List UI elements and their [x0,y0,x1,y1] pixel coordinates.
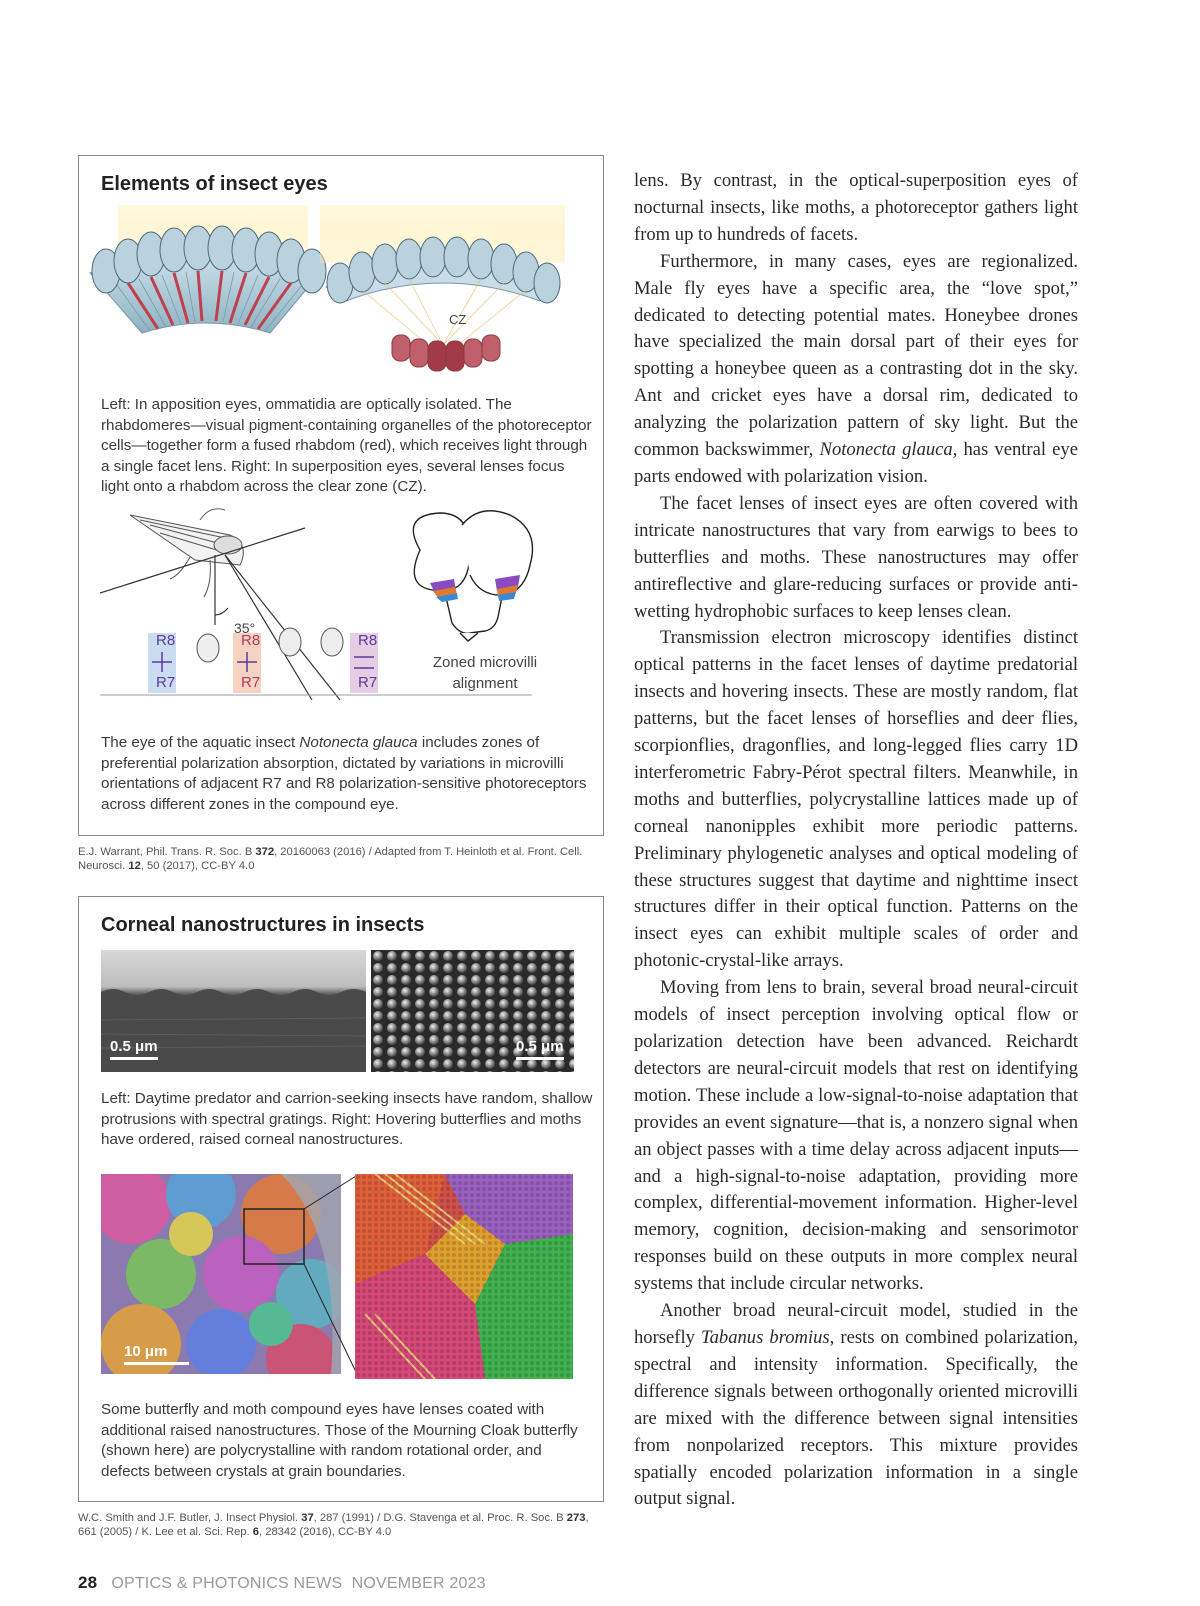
scale-right-label: 0.5 μm [516,1038,564,1055]
article-body [634,168,1078,1513]
zoned-label-line2: alignment [452,675,518,692]
p2-post: , has ventral eye parts endowed with polarization vision. [634,439,1078,487]
issue-date: NOVEMBER 2023 [351,1575,486,1592]
credit2-b: 37 [301,1512,314,1524]
credit2-f: 6 [252,1526,259,1538]
paragraph-1: lens. By contrast, in the optical-superposition eyes of nocturnal insects, like moths, a photoreceptor gathers light from up to hundreds of facets. [634,170,1078,245]
figure-title-nanostructures: Corneal nanostructures in insects [101,914,425,936]
caption-notonecta-species: Notonecta glauca [299,734,418,751]
scale-left-label: 0.5 μm [110,1038,158,1055]
credit2-a: W.C. Smith and J.F. Butler, J. Insect Physiol. [78,1512,302,1524]
microvilli-orientations [197,628,343,662]
credit2-g: , 28342 (2016), CC-BY 4.0 [259,1526,392,1538]
superposition-eye-diagram [320,205,565,371]
zoned-label-line1: Zoned microvilli [432,654,538,671]
credit2-d: 273 [566,1512,586,1524]
credit-insect-eyes [78,845,598,873]
scale-bar-left [110,1038,158,1060]
p2-species: Notonecta glauca [819,439,953,461]
figure-title-insect-eyes: Elements of insect eyes [101,173,328,195]
credit1-a: E.J. Warrant, Phil. Trans. R. Soc. B [78,846,256,858]
caption-notonecta-pre: The eye of the aquatic insect [101,734,300,751]
r7-label-3: R7 [358,674,378,691]
scale-bar-right [516,1038,564,1060]
scale-big-label: 10 μm [124,1343,168,1360]
credit1-b: 372 [255,846,275,858]
page-footer [78,1573,486,1593]
paragraph-3: The facet lenses of insect eyes are often covered with intricate nanostructures that vary from earwigs to bees to butterflies and moths. These nanostructures may offer antireflective and glare-reducing surfaces or provide anti-wetting hydrophobic surfaces to keep lenses clean. [634,492,1078,622]
caption-notonecta-post: includes zones of preferential polarization absorption, dictated by variations in microvilli orientations of adjacent R7 and R8 polarization-sensitive photoreceptors across different zones in the compound eye. [101,734,587,813]
p6-species: Tabanus bromius [700,1326,830,1348]
paragraph-5: Moving from lens to brain, several broad neural-circuit models of insect perception involving optical flow or polarization detection have been advanced. Reichardt detectors are neural-circuit models that rest on identifying motion. These include a low-signal-to-noise adaptation that provides an event signature—that is, a nonzero signal when an object passes with a time delay across adjacent inputs—and a high-signal-to-noise adaptation, providing more complex, differential-movement information. Higher-level memory, cognition, decision-making and sensorimotor responses build on these outputs in more complex neural systems that include circular networks. [634,977,1078,1295]
credit2-c: , 287 (1991) / D.G. Stavenga et al. Proc. R. Soc. B [313,1512,567,1524]
credit1-c: , 20160063 (2016) / Adapted from T. Heinloth et al. Front. Cell. Neurosci. [78,846,583,872]
paragraph-6 [634,1298,1078,1513]
clear-zone-label: CZ [449,312,467,327]
eye-diagrams-illustration [88,205,593,387]
zoned-microvilli-label [420,652,550,694]
scale-left-bar [110,1057,158,1060]
r7-label-1: R7 [156,674,176,691]
magazine-name: OPTICS & PHOTONICS NEWS [111,1575,343,1592]
credit-nanostructures [78,1511,598,1539]
polycrystalline-zoom-image [355,1174,573,1379]
page-number: 28 [78,1573,98,1592]
paragraph-2 [634,249,1078,491]
scale-big-bar [124,1362,189,1365]
p6-pre: Another broad neural-circuit model, studied in the horsefly [634,1300,1078,1348]
r8-label-3: R8 [358,632,378,649]
credit1-d: 12 [128,860,141,872]
apposition-eye-diagram [90,205,326,333]
paragraph-4: Transmission electron microscopy identifies distinct optical patterns in the facet lenses of daytime predatorial insects and hovering insects. These are mostly random, flat patterns, but the facet lenses of horseflies and deer flies, scorpionflies, dragonflies, and long-legged flies carry 1D interferometric Fabry-Pérot spectral filters. Meanwhile, in moths and butterflies, polycrystalline lattices made up of corneal nanonipples exhibit more periodic patterns. Preliminary phylogenetic analyses and optical modeling of these structures suggest that daytime and nighttime insect structures differ in their optical function. Patterns on the insect eyes can exhibit multiple scales of order and photonic-crystal-like arrays. [634,627,1078,972]
caption-notonecta [101,733,593,815]
p2-pre: Furthermore, in many cases, eyes are regionalized. Male fly eyes have a specific area, the “love spot,” dedicated to detecting potential mates. Honeybee drones have specialized the main dorsal part of their eyes for spotting a honeybee queen as a contrasting dot in the sky. Ant and cricket eyes have a dorsal rim, dedicated to analyzing the polarization pattern of sky light. But the common backswimmer, [634,250,1078,461]
r8-label-1: R8 [156,632,176,649]
caption-mourning-cloak: Some butterfly and moth compound eyes have lenses coated with additional raised nanostructures. Those of the Mourning Cloak butterfly (shown here) are polycrystalline with random rotational order, and defects between crystals at grain boundaries. [101,1401,578,1480]
credit1-e: , 50 (2017), CC-BY 4.0 [140,860,255,872]
angle-label: 35° [234,620,256,636]
scale-bar-big [124,1343,189,1365]
caption-nanostructure-types: Left: Daytime predator and carrion-seeking insects have random, shallow protrusions with spectral gratings. Right: Hovering butterflies and moths have ordered, raised corneal nanostructures. [101,1090,593,1148]
credit2-e: , 661 (2005) / K. Lee et al. Sci. Rep. [78,1512,589,1538]
scale-right-bar [516,1057,564,1060]
caption-eye-types: Left: In apposition eyes, ommatidia are optically isolated. The rhabdomeres—visual pigment-containing organelles of the photoreceptor cells—together form a fused rhabdom (red), which receives light through a single facet lens. Right: In superposition eyes, several lenses focus light onto a rhabdom across the clear zone (CZ). [101,396,592,495]
zoom-connector-lines [300,1174,360,1374]
r8-label-2: R8 [241,632,261,649]
p6-post: , rests on combined polarization, spectral and intensity information. Specifically, the difference signals between orthogonally oriented microvilli are mixed with the difference between signal intensities from nonpolarized receptors. This mixture provides spatially encoded polarization information in a single output signal. [634,1326,1078,1510]
r7-label-2: R7 [241,674,261,691]
